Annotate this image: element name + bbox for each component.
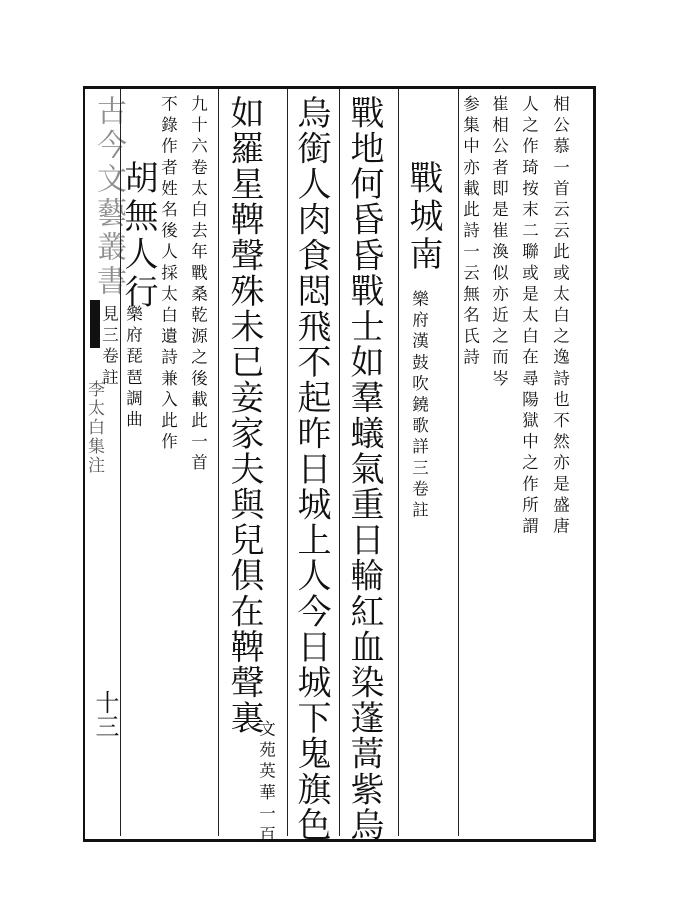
margin-collection-title: 李太白集注	[84, 380, 104, 475]
poem-title: 戰城南	[403, 160, 443, 274]
column-rule	[398, 89, 399, 836]
fish-tail-mark	[90, 300, 100, 348]
source-note-start: 文苑英華一百	[256, 720, 276, 847]
poem-title-note: 樂府漢鼓吹鐃歌詳三卷註	[409, 290, 429, 523]
next-poem-note-2: 見三卷註	[99, 305, 119, 390]
column-rule	[287, 89, 288, 836]
commentary-line-3: 崔相公者即是崔渙似亦近之而岑	[489, 95, 509, 391]
commentary-line-4: 参集中亦載此詩一云無名氏詩	[460, 95, 480, 370]
column-rule	[218, 89, 219, 836]
page-number: 十三	[91, 690, 119, 738]
column-rule	[458, 89, 459, 836]
margin-book-title: 古今文藝叢書	[91, 95, 126, 299]
source-note-line-1: 九十六卷太白去年戰桑乾源之後載此一首	[188, 95, 208, 475]
next-poem-note-1: 樂府琵琶調曲	[123, 305, 143, 432]
poem-line-2: 烏銜人肉食悶飛不起昨日城上人今日城下鬼旗色	[291, 95, 331, 843]
commentary-line-2: 人之作琦按末二聯或是太白在尋陽獄中之作所謂	[519, 95, 539, 539]
commentary-line-1: 相公慕一首云云此或太白之逸詩也不然亦是盛唐	[550, 95, 570, 539]
poem-line-3: 如羅星鞞聲殊未已妾家夫與兒俱在鞞聲裏	[224, 95, 264, 736]
poem-line-1: 戰地何昏昏戰士如羣蟻氣重日輪紅血染蓬蒿紫烏	[344, 95, 384, 843]
column-rule	[339, 89, 340, 836]
next-poem-title: 胡無人行	[118, 160, 158, 312]
source-note-line-2: 不錄作者姓名後人採太白遺詩兼入此作	[158, 95, 178, 454]
